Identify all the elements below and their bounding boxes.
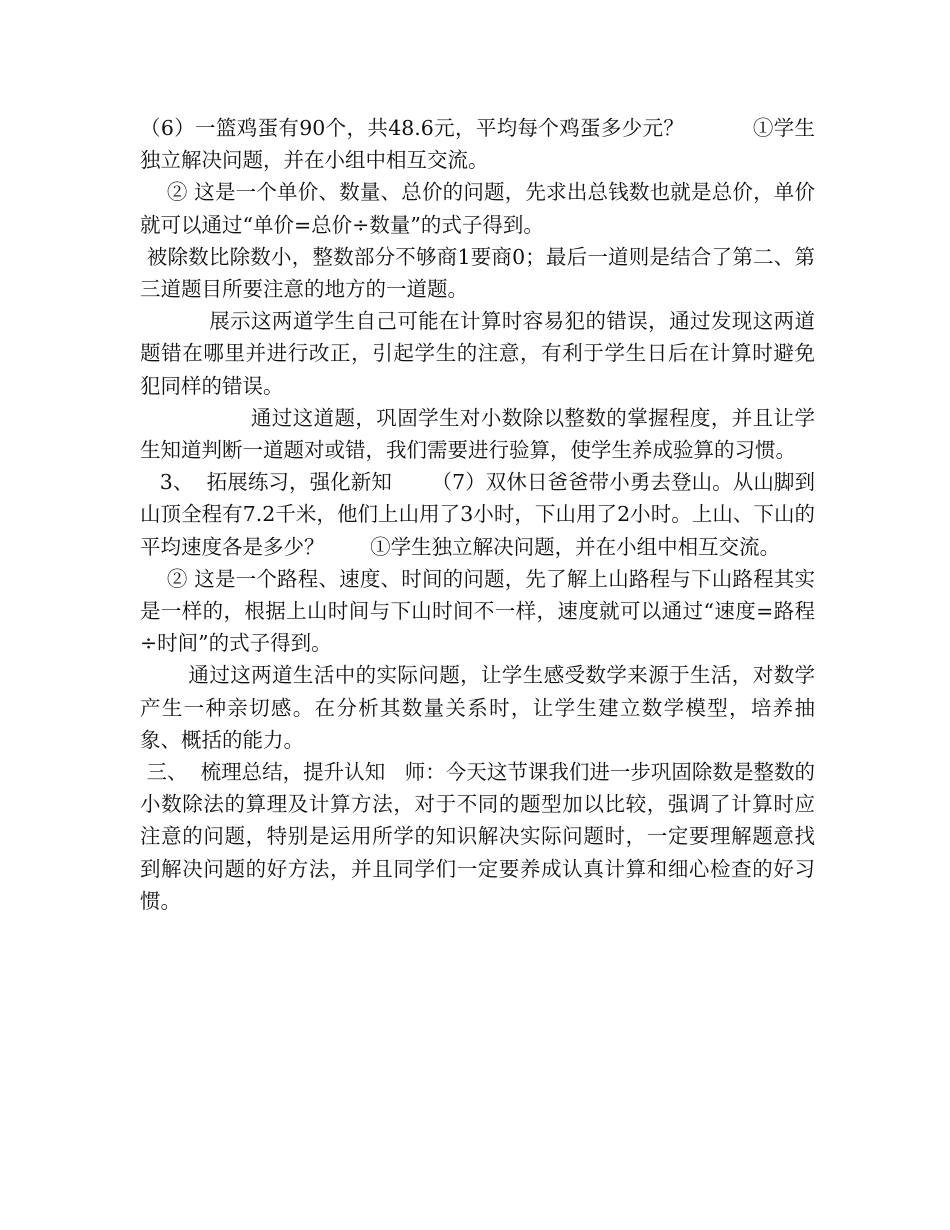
paragraph-common-errors: 展示这两道学生自己可能在计算时容易犯的错误，通过发现这两道题错在哪里并进行改正，引起学生的注意，有利于学生日后在计算时避免犯同样的错误。 <box>140 309 815 398</box>
paragraph-egg-problem: （6）一篮鸡蛋有90个，共48.6元，平均每个鸡蛋多少元？ ①学生独立解决问题，并在小组中相互交流。 <box>140 116 815 173</box>
paragraph-speed-explanation: ② 这是一个路程、速度、时间的问题，先了解上山路程与下山路程其实是一样的，根据上山时间与下山时间不一样，速度就可以通过“速度=路程÷时间”的式子得到。 <box>140 566 815 656</box>
paragraph-real-life-math: 通过这两道生活中的实际问题，让学生感受数学来源于生活，对数学产生一种亲切感。在分析其数量关系时，让学生建立数学模型，培养抽象、概括的能力。 <box>140 663 815 752</box>
paragraph-summary: 三、 梳理总结，提升认知 师：今天这节课我们进一步巩固除数是整数的小数除法的算理及计算方法，对于不同的题型加以比较，强调了计算时应注意的问题，特别是运用所学的知识解决实际问题时，一定要理解题意找到解决问题的好方法，并且同学们一定要养成认真计算和细心检查的好习惯。 <box>140 760 815 913</box>
document-body <box>140 112 815 917</box>
paragraph-dividend-note: 被除数比除数小，整数部分不够商1要商0；最后一道则是结合了第二、第三道题目所要注意的地方的一道题。 <box>140 244 815 302</box>
paragraph-extension-practice: 3、 拓展练习，强化新知 （7）双休日爸爸带小勇去登山。从山脚到山顶全程有7.2千米，他们上山用了3小时，下山用了2小时。上山、下山的平均速度各是多少？ ①学生独立解决问题，并在小组中相互交流。 <box>140 470 815 559</box>
paragraph-verification: 通过这道题，巩固学生对小数除以整数的掌握程度，并且让学生知道判断一道题对或错，我们需要进行验算，使学生养成验算的习惯。 <box>140 405 815 463</box>
paragraph-unit-price-explanation: ② 这是一个单价、数量、总价的问题，先求出总钱数也就是总价，单价就可以通过“单价=总价÷数量”的式子得到。 <box>140 180 815 237</box>
